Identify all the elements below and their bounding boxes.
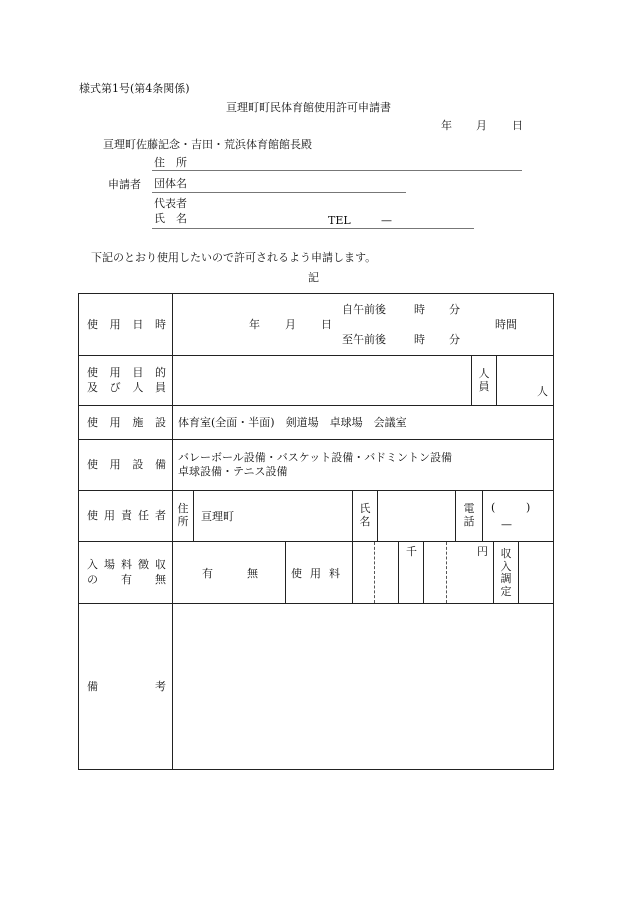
date-year-label: 年: [441, 119, 452, 132]
date-month-label: 月: [476, 119, 487, 132]
applicant-name-line[interactable]: [152, 228, 474, 229]
purpose-label: 使用目的 及び人員: [79, 356, 173, 406]
responsible-address-value: 亘理町: [201, 510, 234, 523]
application-table: [78, 293, 554, 770]
usage-fee-label: 使用料: [291, 567, 348, 580]
usage-hours: 時間: [495, 318, 517, 331]
responsible-address-label-cell: 住所: [173, 491, 194, 541]
remarks-cell[interactable]: [173, 604, 554, 770]
income-label: 収入調定: [500, 547, 512, 598]
to-ampm: 至午前後: [342, 333, 386, 346]
fee-digit-divider: [374, 542, 375, 603]
people-unit: 人: [537, 385, 548, 398]
fee-yes-option[interactable]: 有: [202, 567, 213, 580]
phone-dash: —: [501, 518, 512, 531]
applicant-name-label: 氏 名: [154, 212, 187, 225]
purpose-cell[interactable]: [173, 356, 554, 406]
usage-year: 年: [249, 318, 260, 331]
fee-yen-unit: 円: [477, 545, 488, 558]
from-minute: 分: [449, 303, 460, 316]
to-minute: 分: [449, 333, 460, 346]
applicant-tel-label: TEL: [328, 214, 351, 227]
fee-digit-divider-solid: [398, 542, 399, 603]
usage-day: 日: [321, 318, 332, 331]
equipment-label: 使用設備: [79, 440, 173, 491]
addressee: 亘理町佐藤記念・吉田・荒浜体育館館長殿: [103, 138, 312, 151]
admission-fee-cell[interactable]: [173, 542, 554, 604]
facility-cell[interactable]: [173, 406, 554, 440]
fee-thousand-unit: 千: [406, 545, 417, 558]
applicant-tel-dash: —: [381, 214, 392, 227]
equipment-options-line2: 卓球設備・テニス設備: [178, 465, 288, 478]
responsible-name-label-cell: 氏名: [352, 491, 378, 541]
to-hour: 時: [414, 333, 425, 346]
usage-datetime-label: 使用日時: [79, 294, 173, 356]
applicant-org-line[interactable]: [152, 192, 406, 193]
applicant-rep-label: 代表者: [154, 197, 187, 210]
form-title: 亘理町町民体育館使用許可申請書: [226, 101, 391, 114]
responsible-label: 使用責任者: [79, 491, 173, 542]
facility-options: 体育室(全面・半面) 剣道場 卓球場 会議室: [178, 415, 407, 429]
facility-label: 使用施設: [79, 406, 173, 440]
equipment-cell[interactable]: [173, 440, 554, 491]
form-number: 様式第1号(第4条関係): [79, 82, 190, 95]
from-hour: 時: [414, 303, 425, 316]
responsible-phone-label-cell: 電話: [455, 491, 483, 541]
income-label-cell: [493, 542, 519, 603]
usage-datetime-cell[interactable]: [173, 294, 554, 356]
from-ampm: 自午前後: [342, 303, 386, 316]
remarks-label: 備考: [79, 604, 173, 770]
people-label-cell: [471, 356, 497, 405]
phone-paren-close: ): [526, 501, 531, 514]
phone-paren-open: (: [491, 501, 496, 514]
applicant-org-label: 団体名: [154, 177, 187, 190]
fee-digit-divider-solid-2: [423, 542, 424, 603]
ki-mark: 記: [308, 271, 319, 284]
fee-digit-divider-2: [446, 542, 447, 603]
applicant-address-line[interactable]: [152, 170, 522, 171]
usage-fee-label-cell: [285, 542, 353, 603]
intro-statement: 下記のとおり使用したいので許可されるよう申請します。: [91, 251, 377, 264]
usage-month: 月: [285, 318, 296, 331]
applicant-label: 申請者: [108, 178, 141, 191]
responsible-cell[interactable]: [173, 491, 554, 542]
equipment-options-line1: バレーボール設備・バスケット設備・バドミントン設備: [178, 451, 453, 465]
date-day-label: 日: [512, 119, 523, 132]
admission-fee-label: 入場料徴収 の有無: [79, 542, 173, 604]
fee-no-option[interactable]: 無: [247, 567, 258, 580]
people-label: 人員: [478, 367, 490, 393]
applicant-address-label: 住 所: [154, 156, 187, 169]
